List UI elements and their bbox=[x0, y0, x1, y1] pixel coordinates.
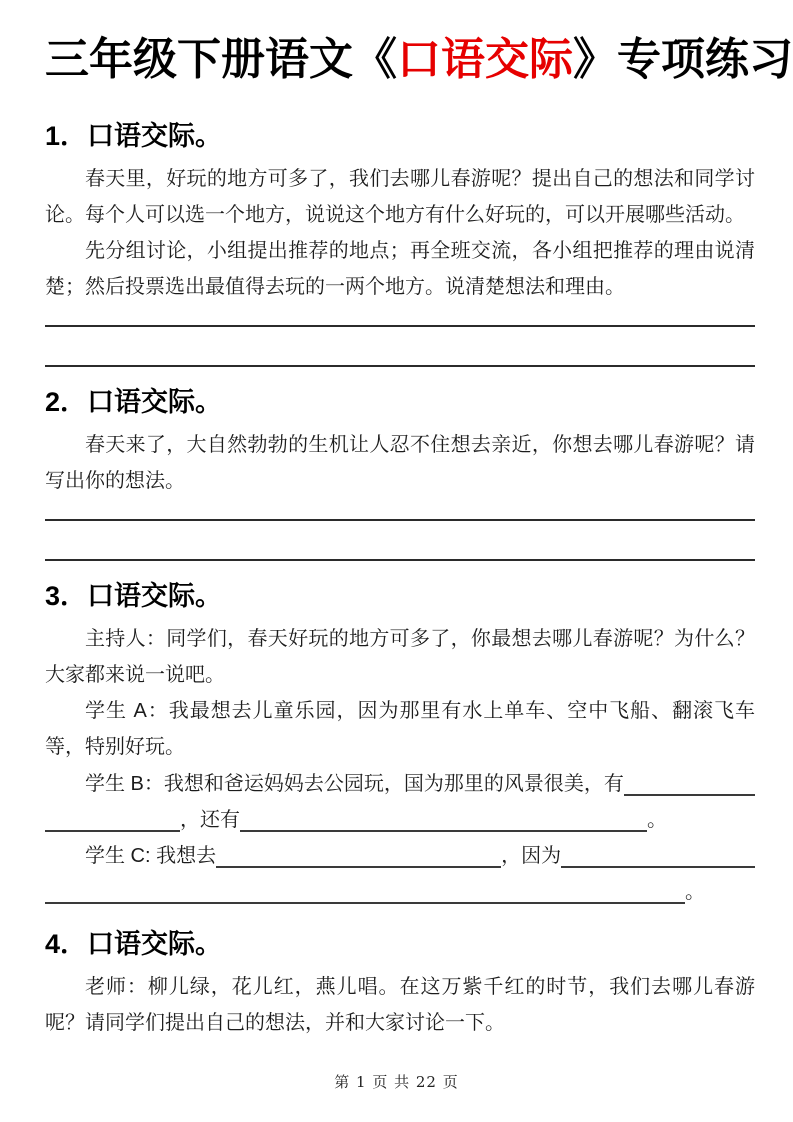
fill-line bbox=[45, 801, 755, 837]
paragraph: 主持人：同学们，春天好玩的地方可多了，你最想去哪儿春游呢？为什么？大家都来说一说吧。 bbox=[45, 627, 755, 686]
paragraph: 老师：柳儿绿，花儿红，燕儿唱。在这万紫千红的时节，我们去哪儿春游呢？请同学们提出自己的想法，并和大家讨论一下。 bbox=[45, 975, 755, 1034]
fill-line bbox=[45, 873, 755, 909]
section-heading: 4．口语交际。 bbox=[45, 928, 223, 959]
fill-in-blank[interactable] bbox=[45, 900, 685, 904]
section-2 bbox=[45, 385, 755, 561]
section-1 bbox=[45, 119, 755, 367]
fill-in-blank[interactable] bbox=[561, 864, 755, 868]
section-heading: 3．口语交际。 bbox=[45, 580, 223, 611]
fill-in-blank[interactable] bbox=[216, 864, 501, 868]
answer-line[interactable] bbox=[45, 327, 755, 367]
section-heading: 2．口语交际。 bbox=[45, 386, 223, 417]
paragraph: 春天里，好玩的地方可多了，我们去哪儿春游呢？提出自己的想法和同学讨论。每个人可以选一个地方，说说这个地方有什么好玩的，可以开展哪些活动。 bbox=[45, 167, 755, 226]
paragraph: 春天来了，大自然勃勃的生机让人忍不住想去亲近，你想去哪儿春游呢？请写出你的想法。 bbox=[45, 433, 755, 492]
fill-line-text: 。 bbox=[647, 808, 667, 831]
answer-line[interactable] bbox=[45, 499, 755, 521]
section-heading: 1．口语交际。 bbox=[45, 120, 223, 151]
page-title bbox=[45, 34, 793, 87]
answer-line[interactable] bbox=[45, 521, 755, 561]
line-spacer bbox=[667, 836, 755, 837]
paragraph: 学生 A：我最想去儿童乐园，因为那里有水上单车、空中飞船、翻滚飞车等，特别好玩。 bbox=[45, 699, 755, 758]
fill-in-blank[interactable] bbox=[45, 828, 180, 832]
fill-in-blank[interactable] bbox=[624, 792, 755, 796]
fill-line-text: ，因为 bbox=[501, 844, 562, 867]
title-suffix: 》专项练习 bbox=[573, 34, 793, 85]
fill-line-text: ，还有 bbox=[180, 808, 240, 831]
fill-line bbox=[45, 837, 755, 873]
sections-container bbox=[45, 119, 755, 1041]
section-4 bbox=[45, 927, 755, 1041]
fill-line-text: 学生 C: 我想去 bbox=[85, 844, 217, 867]
line-spacer bbox=[705, 908, 755, 909]
fill-line bbox=[45, 765, 755, 801]
page-footer: 第 1 页 共 22 页 bbox=[334, 1073, 459, 1091]
section-3 bbox=[45, 579, 755, 909]
title-prefix: 三年级下册语文《 bbox=[45, 34, 397, 85]
fill-line-text: 。 bbox=[685, 880, 705, 903]
title-highlight: 口语交际 bbox=[397, 34, 573, 85]
fill-line-text: 学生 B：我想和爸运妈妈去公园玩，国为那里的风景很美，有 bbox=[85, 772, 624, 795]
paragraph: 先分组讨论，小组提出推荐的地点；再全班交流，各小组把推荐的理由说清楚；然后投票选出最值得去玩的一两个地方。说清楚想法和理由。 bbox=[45, 239, 755, 298]
fill-in-blank[interactable] bbox=[240, 828, 647, 832]
answer-line[interactable] bbox=[45, 305, 755, 327]
